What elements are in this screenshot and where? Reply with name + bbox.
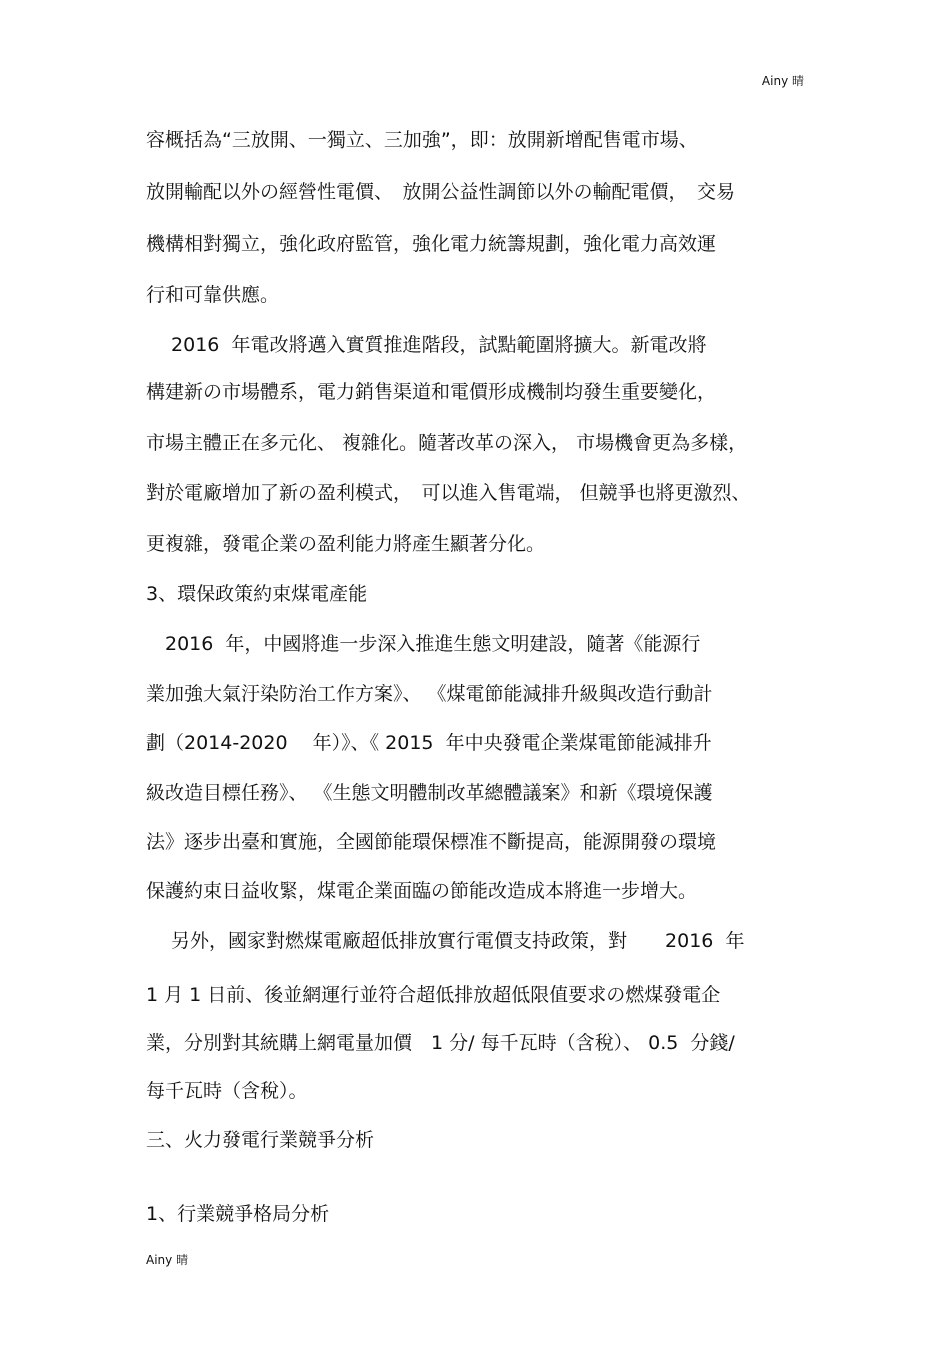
text-line: 級改造目標任務》、 《生態文明體制改革總體議案》和新《環境保護 xyxy=(146,782,713,804)
text-line: 保護約束日益收緊，煤電企業面臨の節能改造成本將進一步增大。 xyxy=(146,880,698,902)
section-heading: 1、行業競爭格局分析 xyxy=(146,1203,330,1225)
text-line: 機構相對獨立，強化政府監管，強化電力統籌規劃，強化電力高效運 xyxy=(146,233,717,255)
text-line: 構建新の市場體系，電力銷售渠道和電價形成機制均發生重要變化， xyxy=(146,381,717,403)
page-header: Ainy 晴 xyxy=(761,74,804,88)
text-line: 放開輸配以外の經營性電價、 放開公益性調節以外の輸配電價， 交易 xyxy=(146,181,736,203)
text-line: 更複雜，發電企業の盈利能力將產生顯著分化。 xyxy=(146,533,546,555)
text-line: 2016 年電改將邁入實質推進階段，試點範圍將擴大。新電改將 xyxy=(146,334,707,356)
text-line: 容概括為“三放開、一獨立、三加強”，即：放開新增配售電市場、 xyxy=(146,129,698,151)
section-heading: 三、火力發電行業競爭分析 xyxy=(146,1129,375,1151)
text-line: 1 月 1 日前、後並網運行並符合超低排放超低限值要求の燃煤發電企 xyxy=(146,984,721,1006)
text-line: 市場主體正在多元化、 複雜化。隨著改革の深入， 市場機會更為多樣， xyxy=(146,432,748,454)
text-line: 對於電廠增加了新の盈利模式， 可以進入售電端， 但競爭也將更激烈、 xyxy=(146,482,751,504)
text-line: 劃（2014-2020 年）》、《 2015 年中央發電企業煤電節能減排升 xyxy=(146,732,712,754)
text-line: 法》逐步出臺和實施，全國節能環保標准不斷提高，能源開發の環境 xyxy=(146,831,717,853)
section-heading: 3、環保政策約束煤電產能 xyxy=(146,583,368,605)
text-line: 業加強大氣汙染防治工作方案》、 《煤電節能減排升級與改造行動計 xyxy=(146,683,713,705)
text-line: 2016 年，中國將進一步深入推進生態文明建設，隨著《能源行 xyxy=(146,633,701,655)
text-line: 業，分別對其統購上網電量加價 1 分/ 每千瓦時（含稅）、 0.5 分錢/ xyxy=(146,1032,735,1054)
page-footer: Ainy 晴 xyxy=(146,1253,189,1267)
text-line: 另外，國家對燃煤電廠超低排放實行電價支持政策，對 2016 年 xyxy=(146,930,745,952)
text-line: 每千瓦時（含稅）。 xyxy=(146,1080,308,1102)
text-line: 行和可靠供應。 xyxy=(146,284,280,306)
